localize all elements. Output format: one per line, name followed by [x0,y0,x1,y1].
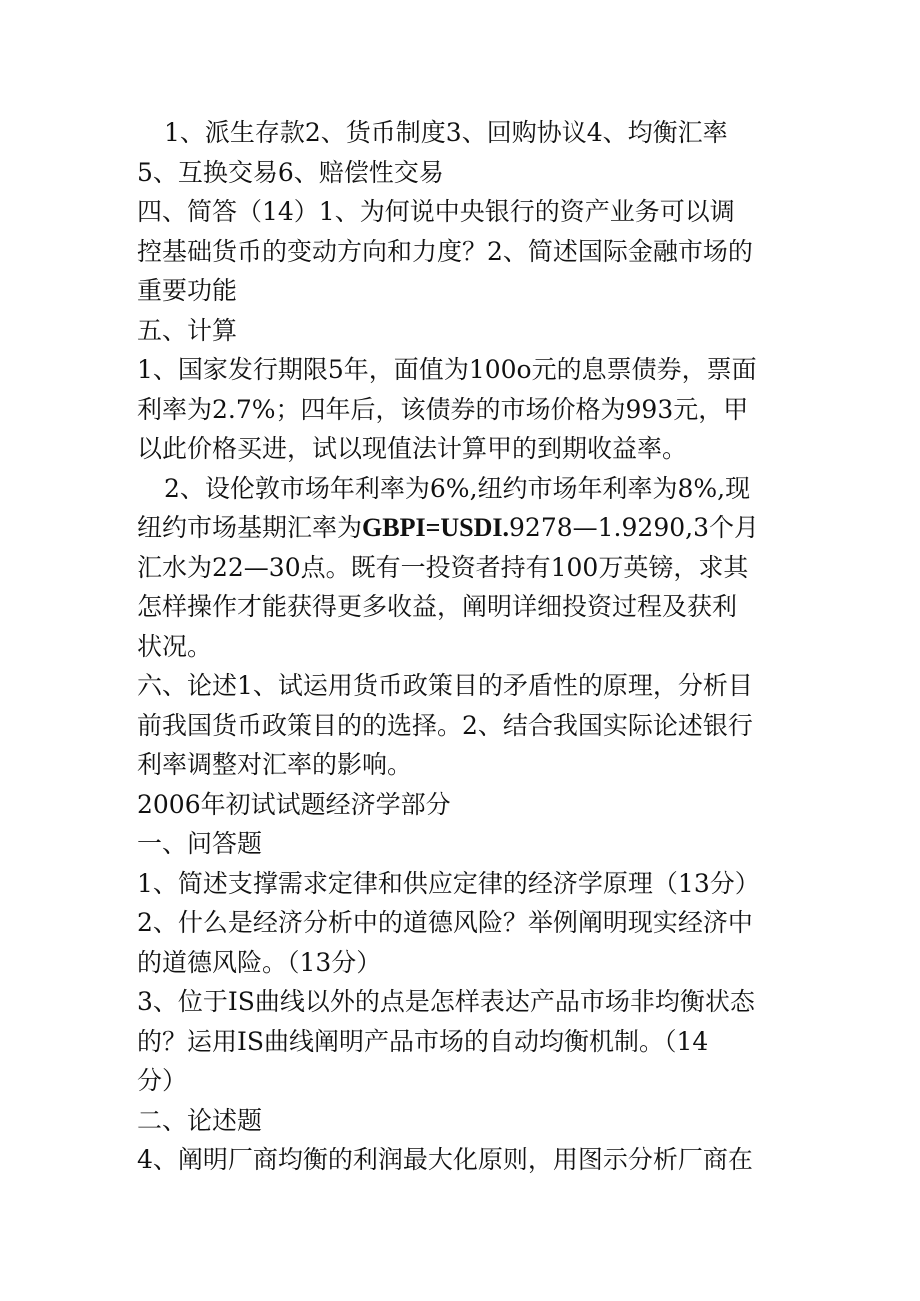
section-questions: 一、问答题 [137,829,263,858]
text-line: 分） [137,1066,188,1095]
text-line: 的道德风险。（13分） [137,947,382,977]
text-fragment: 纽约市场基期汇率为 [137,513,363,542]
text-line: 利率为2.7%；四年后，该债券的市场价格为993元，甲 [137,394,749,424]
heading-2006-economics: 2006年初试试题经济学部分 [137,789,451,819]
document-body [137,113,787,1180]
text-line: 怎样操作才能获得更多收益，阐明详细投资过程及获利 [137,592,738,621]
text-fragment: 9278—1.9290,3个月 [509,513,759,542]
text-line-exchange-rate [137,508,787,548]
text-line-terms-cont: 5、互换交易6、赔偿性交易 [137,157,444,187]
question-econ-3: 3、位于IS曲线以外的点是怎样表达产品市场非均衡状态 [137,987,755,1016]
section-discussion: 二、论述题 [137,1105,263,1135]
text-line: 控基础货币的变动方向和力度？2、简述国际金融市场的 [137,236,753,266]
text-line: 的？运用IS曲线阐明产品市场的自动均衡机制。（14 [137,1026,709,1056]
text-line: 前我国货币政策目的的选择。2、结合我国实际论述银行 [137,710,753,740]
bold-fragment: GBPI=USDI. [362,513,510,542]
section-short-answer: 四、简答（14）1、为何说中央银行的资产业务可以调 [137,197,735,226]
section-essay: 六、论述1、试运用货币政策目的矛盾性的原理，分析目 [137,671,753,700]
text-line: 汇水为22—30点。既有一投资者持有100万英镑，求其 [137,552,749,582]
text-line-terms: 1、派生存款2、货币制度3、回购协议4、均衡汇率 [164,118,728,147]
question-econ-1: 1、简述支撑需求定律和供应定律的经济学原理（13分） [137,868,760,898]
question-calc-1: 1、国家发行期限5年，面值为100o元的息票债券，票面 [137,355,757,384]
text-line: 重要功能 [137,276,238,305]
text-line: 状况。 [137,631,213,661]
text-line: 以此价格买进，试以现值法计算甲的到期收益率。 [137,434,688,463]
section-calculation: 五、计算 [137,315,238,345]
question-econ-2: 2、什么是经济分析中的道德风险？举例阐明现实经济中 [137,908,753,937]
text-line: 利率调整对汇率的影响。 [137,750,413,779]
question-econ-4: 4、阐明厂商均衡的利润最大化原则，用图示分析厂商在 [137,1145,753,1174]
question-calc-2: 2、设伦敦市场年利率为6%,纽约市场年利率为8%,现 [164,473,751,503]
